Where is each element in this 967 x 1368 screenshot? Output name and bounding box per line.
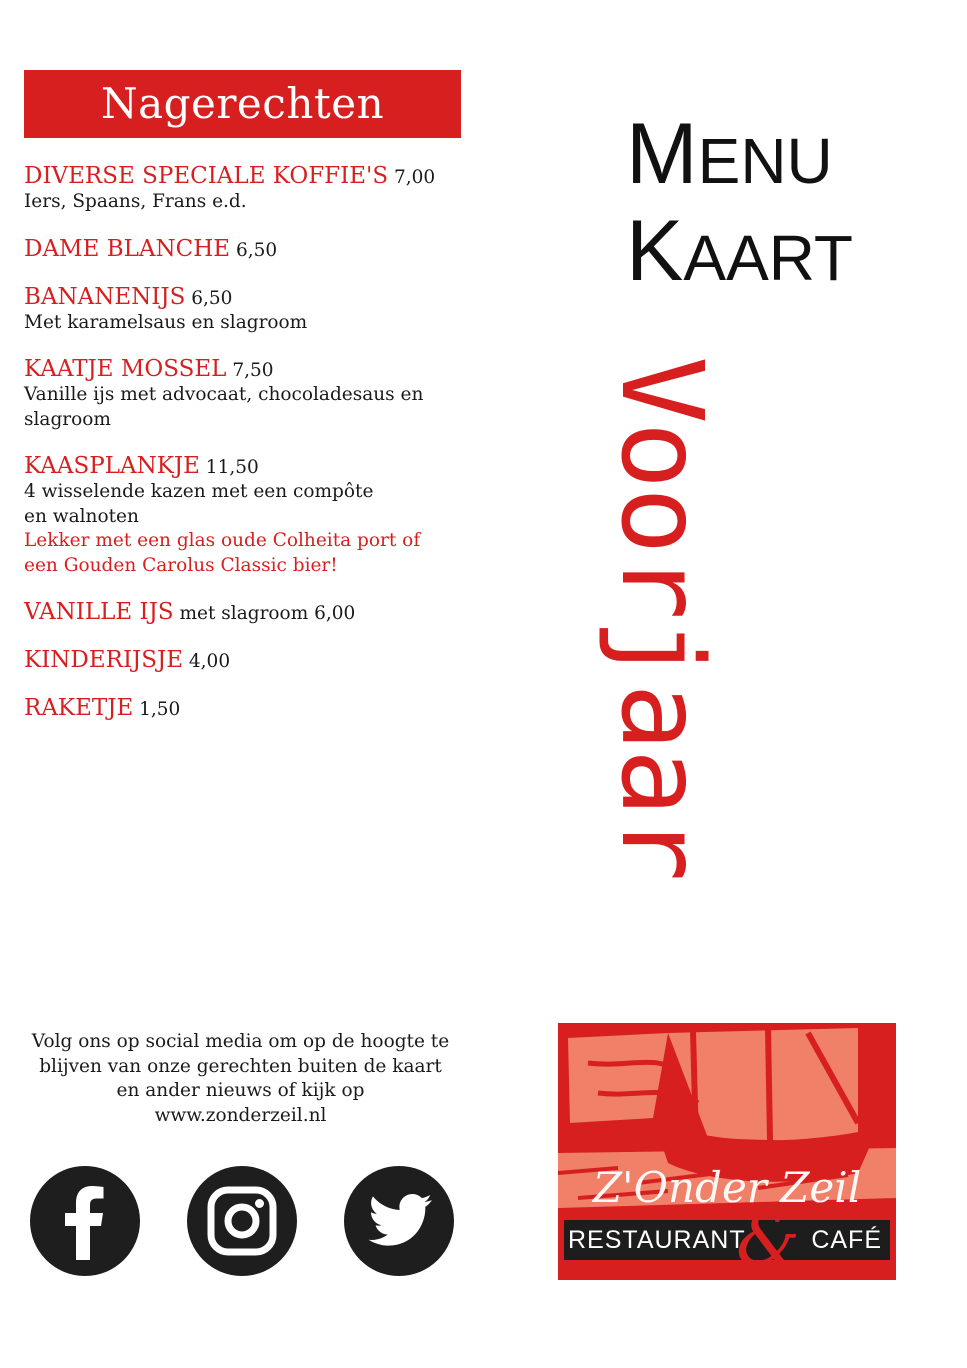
menu-item-description: en walnoten xyxy=(24,505,139,527)
facebook-icon[interactable] xyxy=(30,1166,140,1276)
menu-item-header xyxy=(24,237,474,263)
menu-item-description: 4 wisselende kazen met een compôte xyxy=(24,481,374,502)
menu-item-header xyxy=(24,357,474,383)
restaurant-logo xyxy=(558,1023,896,1280)
instagram-icon[interactable] xyxy=(187,1166,297,1276)
logo-bar xyxy=(564,1220,890,1260)
menu-item-description: Iers, Spaans, Frans e.d. xyxy=(24,191,247,212)
menu-item xyxy=(24,600,474,626)
menu-item-header xyxy=(24,648,474,674)
menu-item-price: 6,50 xyxy=(235,239,278,261)
section-title: Nagerechten xyxy=(24,70,461,138)
menu-heading-line-2: KAART xyxy=(626,203,853,299)
menu-item-name: BANANENIJS xyxy=(24,283,186,310)
menu-item xyxy=(24,454,474,578)
menu-item-description: Vanille ijs met advocaat, chocoladesaus en xyxy=(24,384,424,405)
menu-item-name: DIVERSE SPECIALE KOFFIE'S xyxy=(24,163,389,189)
menu-item-price: met slagroom 6,00 xyxy=(179,603,356,624)
menu-item xyxy=(24,696,474,722)
logo-cafe-label: CAFÉ xyxy=(811,1226,882,1254)
menu-item-header xyxy=(24,285,474,311)
menu-item-description: slagroom xyxy=(24,408,111,430)
menu-item-description: Met karamelsaus en slagroom xyxy=(24,311,308,333)
menu-item-name: KAATJE MOSSEL xyxy=(24,356,227,382)
menu-item-note: Lekker met een glas oude Colheita port of xyxy=(24,530,421,551)
logo-script-name: Z'Onder Zeil xyxy=(592,1163,862,1212)
menu-item-price: 6,50 xyxy=(191,287,233,309)
menu-item-name: VANILLE IJS xyxy=(24,599,174,625)
menu-item-price: 7,00 xyxy=(393,167,436,188)
menu-item-price: 11,50 xyxy=(205,457,259,478)
menu-heading-line-1: MENU xyxy=(626,106,833,202)
menu-item-name: KAASPLANKJE xyxy=(24,453,200,479)
menu-item xyxy=(24,164,474,215)
social-media-text: Volg ons op social media om op de hoogte te blijven van onze gerechten buiten de kaart en ander nieuws of kijk op www.zonderzeil.nl xyxy=(31,1031,450,1126)
menu-kaart-heading xyxy=(626,106,853,312)
menu-item-header xyxy=(24,696,474,722)
menu-item-name: DAME BLANCHE xyxy=(24,235,231,262)
season-title: Voorjaar xyxy=(596,356,726,880)
menu-item xyxy=(24,237,474,263)
logo-ampersand: & xyxy=(736,1197,801,1280)
menu-item-price: 1,50 xyxy=(139,699,181,720)
logo-restaurant-label: RESTAURANT xyxy=(568,1226,746,1254)
menu-item-name: KINDERIJSJE xyxy=(24,647,184,673)
menu-item-header xyxy=(24,164,474,190)
menu-item xyxy=(24,648,474,674)
menu-item-price: 4,00 xyxy=(188,651,231,672)
menu-item xyxy=(24,285,474,336)
menu-item-header xyxy=(24,600,474,626)
dessert-list xyxy=(24,164,474,744)
menu-item-name: RAKETJE xyxy=(24,695,134,721)
menu-item-price: 7,50 xyxy=(232,360,274,381)
menu-item-header xyxy=(24,454,474,480)
twitter-icon[interactable] xyxy=(344,1166,454,1276)
menu-item xyxy=(24,357,474,432)
menu-item-note: een Gouden Carolus Classic bier! xyxy=(24,554,338,576)
